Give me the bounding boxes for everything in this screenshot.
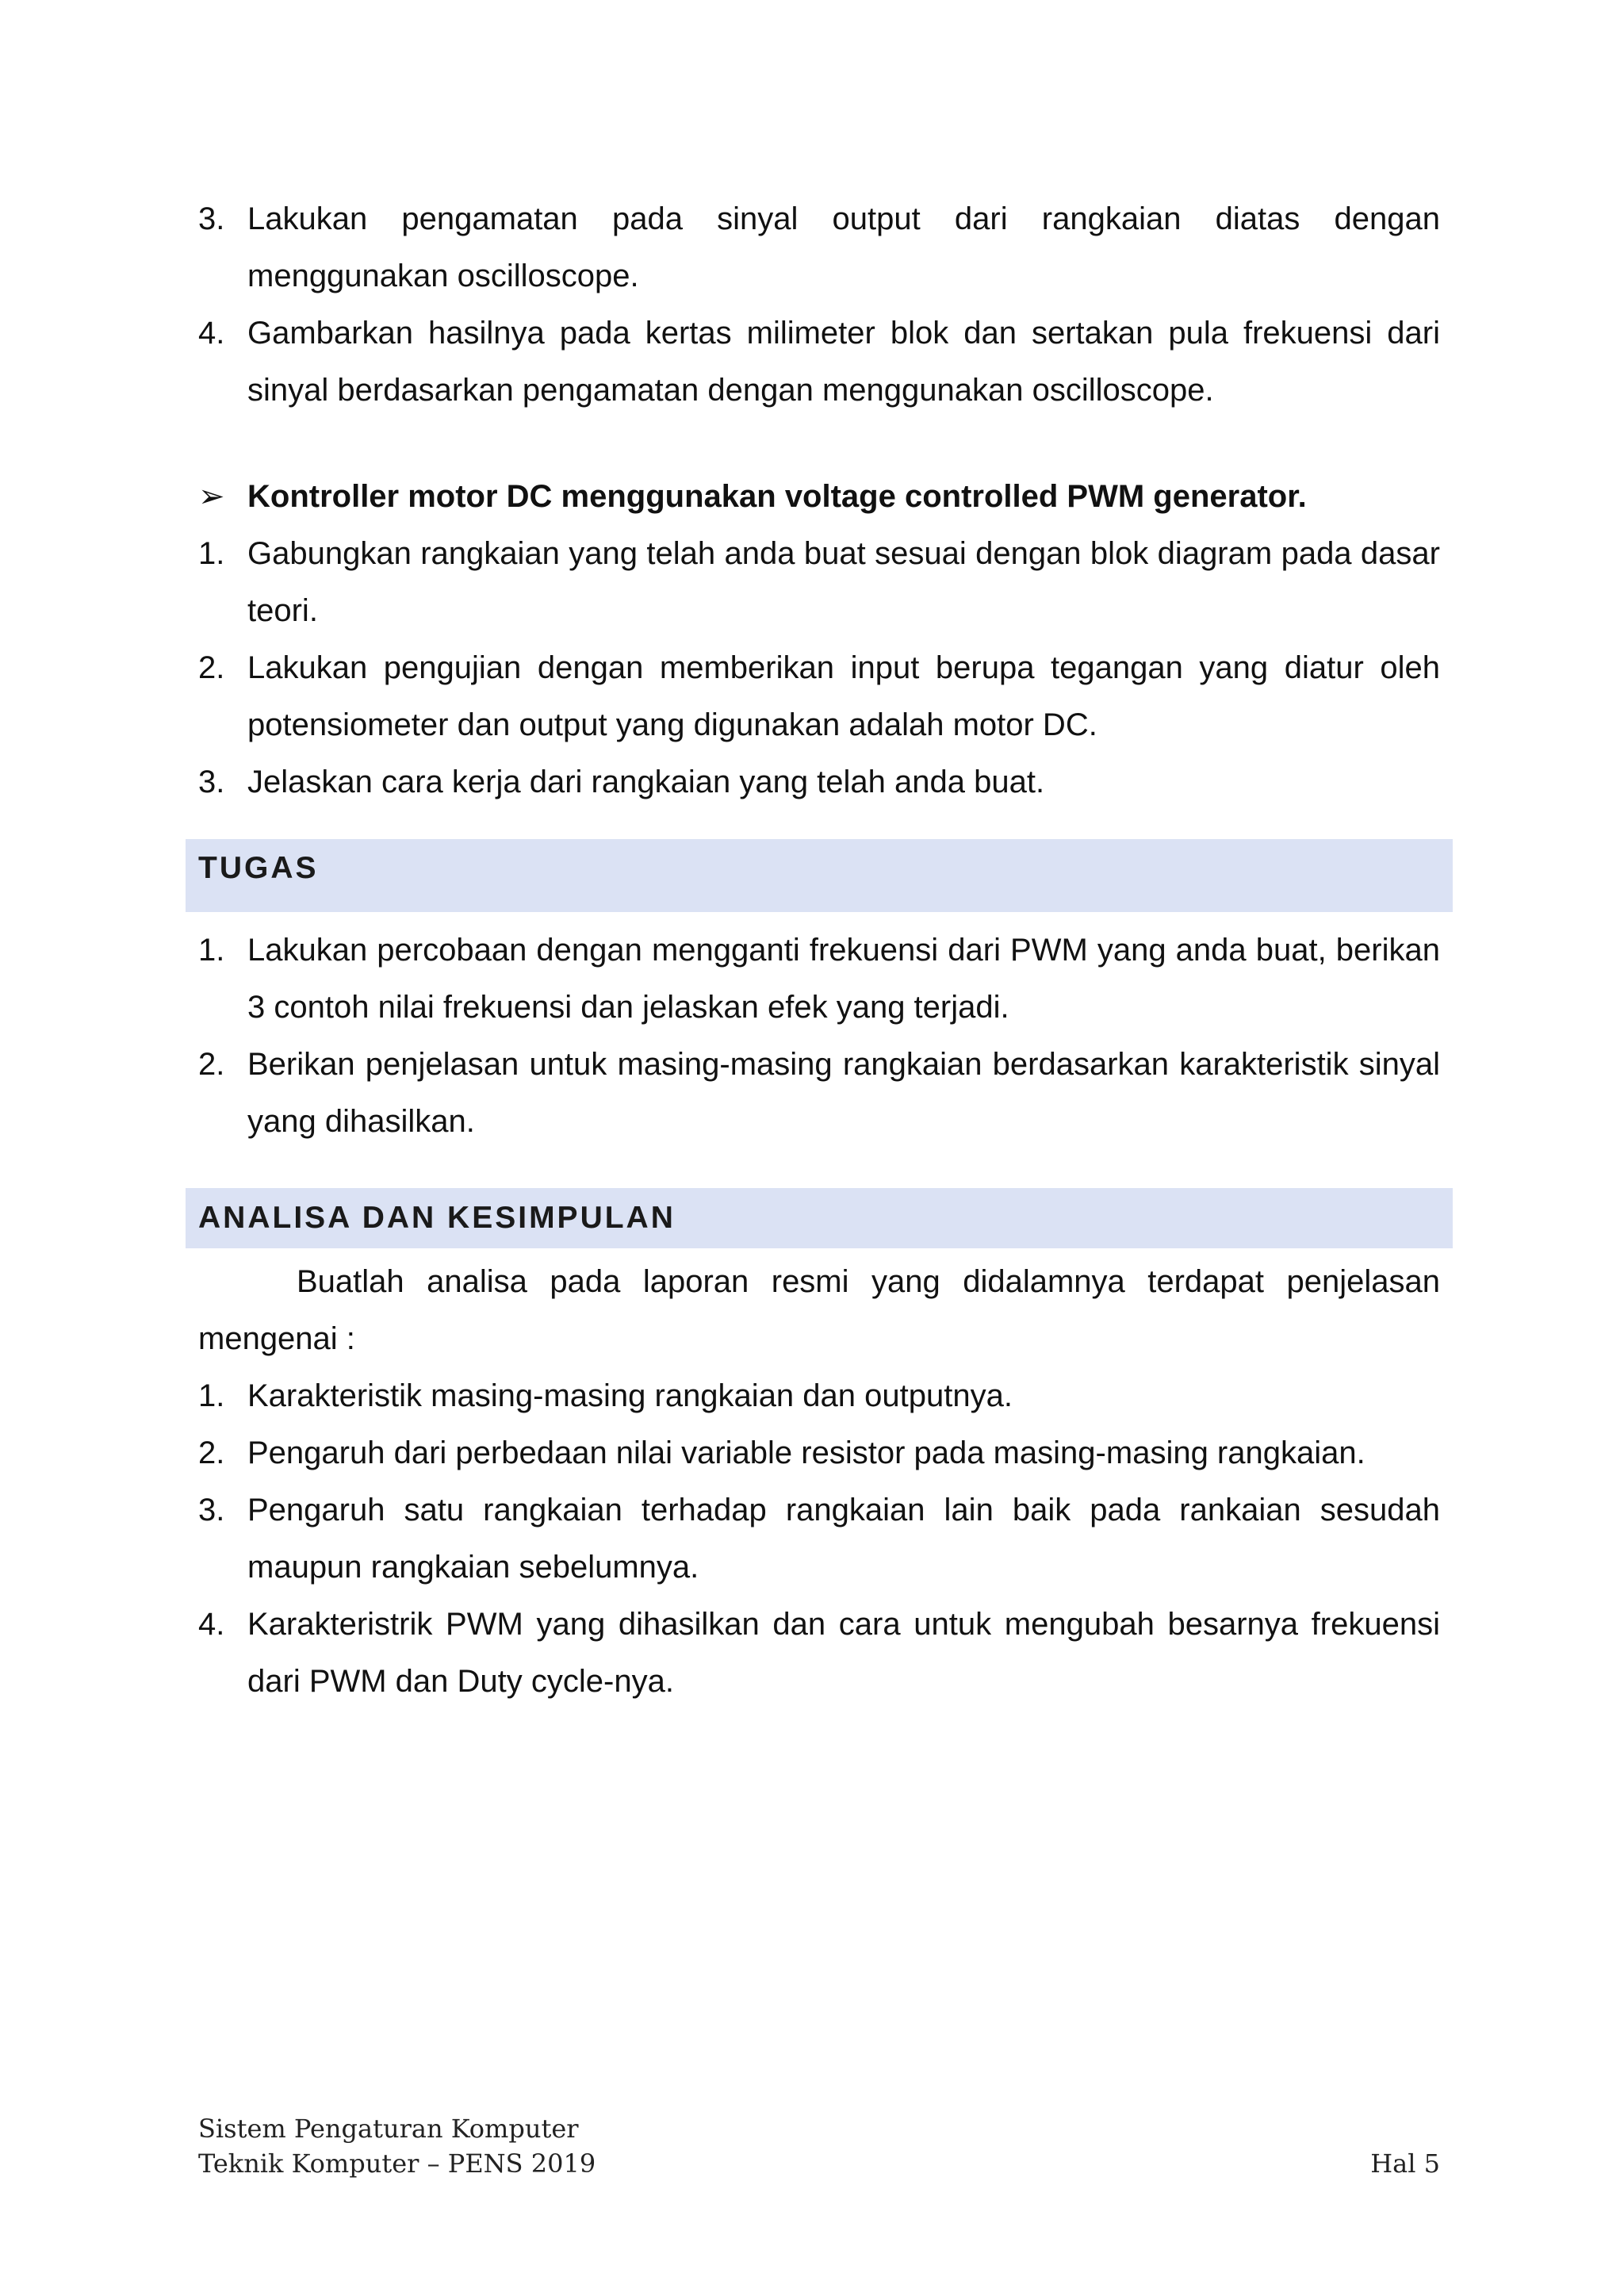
list-item (198, 1036, 1440, 1150)
analisa-intro-paragraph: Buatlah analisa pada laporan resmi yang didalamnya terdapat penjelasan mengenai : (198, 1264, 1440, 1356)
list-text: Lakukan pengujian dengan memberikan input berupa tegangan yang diatur oleh potensiometer dan output yang digunakan adalah motor DC. (247, 650, 1440, 742)
section-heading-analisa: ANALISA DAN KESIMPULAN (186, 1188, 1453, 1248)
tugas-list (198, 922, 1440, 1150)
subsection-heading-text: Kontroller motor DC menggunakan voltage controlled PWM generator. (247, 479, 1307, 514)
footer-course-title: Sistem Pengaturan Komputer (198, 2114, 579, 2144)
list-text: Jelaskan cara kerja dari rangkaian yang telah anda buat. (247, 765, 1045, 799)
list-number: 1. (198, 536, 225, 571)
subsection-heading (198, 468, 1440, 525)
list-item (198, 1596, 1440, 1710)
list-number: 4. (198, 1607, 225, 1642)
list-number: 3. (198, 1493, 225, 1527)
list-number: 4. (198, 316, 225, 351)
motor-controller-steps (198, 525, 1440, 811)
page-number: Hal 5 (1370, 2148, 1440, 2179)
document-page (198, 190, 1440, 1710)
list-text: Pengaruh satu rangkaian terhadap rangkaian lain baik pada rankaian sesudah maupun rangkaian sebelumnya. (247, 1493, 1440, 1585)
procedure-list-continued (198, 190, 1440, 419)
footer-department: Teknik Komputer – PENS 2019 (198, 2148, 596, 2179)
list-number: 2. (198, 1047, 225, 1082)
list-item (198, 305, 1440, 419)
list-item (198, 1424, 1440, 1481)
arrow-bullet-icon: ➢ (198, 479, 225, 514)
list-number: 3. (198, 765, 225, 799)
page-footer (198, 2111, 1440, 2181)
list-item (198, 1367, 1440, 1424)
list-number: 1. (198, 1378, 225, 1413)
list-item (198, 639, 1440, 753)
section-heading-tugas: TUGAS (186, 839, 1453, 912)
list-text: Karakteristik masing-masing rangkaian dan outputnya. (247, 1378, 1013, 1413)
list-text: Lakukan pengamatan pada sinyal output dari rangkaian diatas dengan menggunakan oscilloscope. (247, 201, 1440, 293)
analisa-list (198, 1367, 1440, 1710)
list-text: Berikan penjelasan untuk masing-masing rangkaian berdasarkan karakteristik sinyal yang dihasilkan. (247, 1047, 1440, 1139)
list-number: 1. (198, 933, 225, 968)
list-item (198, 1481, 1440, 1596)
spacer (198, 419, 1440, 468)
list-number: 2. (198, 1435, 225, 1470)
list-text: Lakukan percobaan dengan mengganti frekuensi dari PWM yang anda buat, berikan 3 contoh nilai frekuensi dan jelaskan efek yang terjadi. (247, 933, 1440, 1025)
list-number: 2. (198, 650, 225, 685)
list-text: Gabungkan rangkaian yang telah anda buat sesuai dengan blok diagram pada dasar teori. (247, 536, 1440, 628)
list-text: Pengaruh dari perbedaan nilai variable resistor pada masing-masing rangkaian. (247, 1435, 1365, 1470)
list-item (198, 753, 1440, 811)
list-item (198, 922, 1440, 1036)
list-item (198, 525, 1440, 639)
list-number: 3. (198, 201, 225, 236)
list-item (198, 190, 1440, 305)
list-text: Gambarkan hasilnya pada kertas milimeter blok dan sertakan pula frekuensi dari sinyal berdasarkan pengamatan dengan menggunakan oscilloscope. (247, 316, 1440, 408)
list-text: Karakteristrik PWM yang dihasilkan dan cara untuk mengubah besarnya frekuensi dari PWM dan Duty cycle-nya. (247, 1607, 1440, 1699)
